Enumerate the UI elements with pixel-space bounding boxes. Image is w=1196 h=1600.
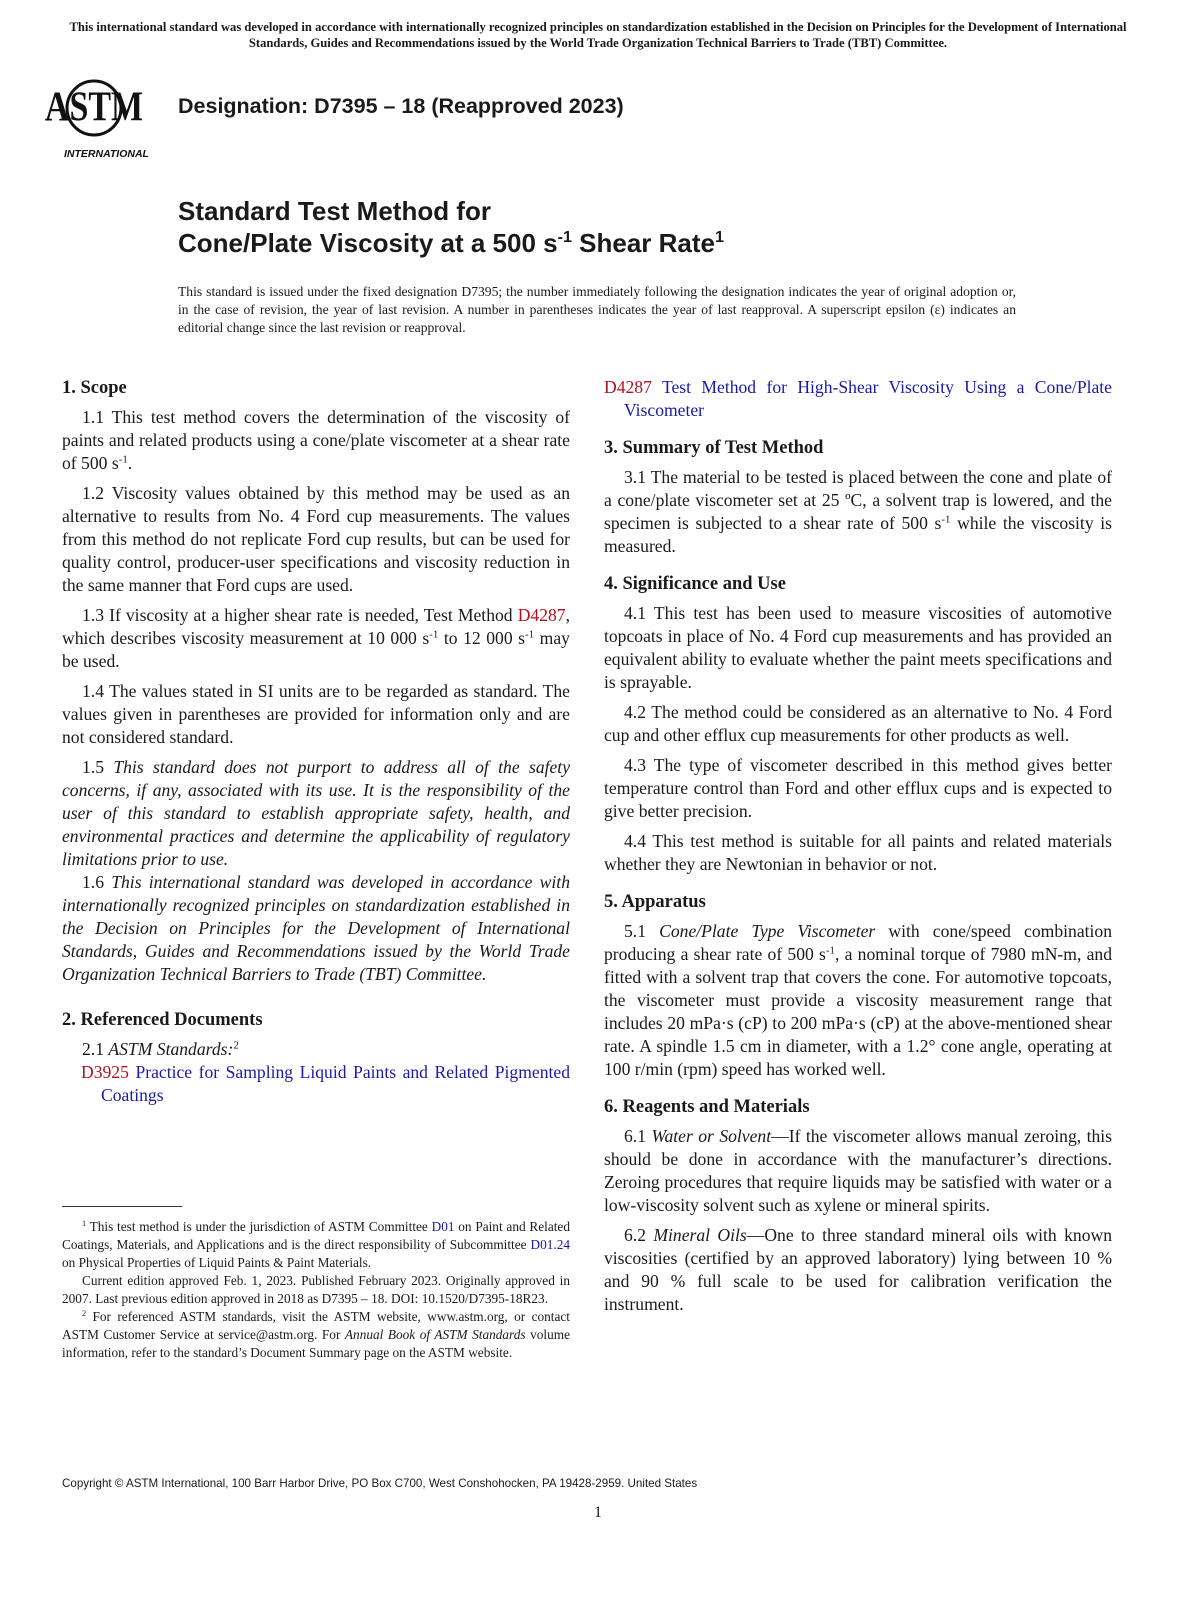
paragraph-6-2: 6.2 Mineral Oils—One to three standard mineral oils with known viscosities (certified by an approved laboratory) lying between 10 % and 90 % full scale to be used for calibration verification the instrument. bbox=[604, 1225, 1112, 1314]
section-reagents bbox=[604, 1095, 1112, 1316]
left-column bbox=[62, 376, 570, 1107]
link-d01[interactable]: D01 bbox=[431, 1219, 455, 1234]
footnote-1-edition: Current edition approved Feb. 1, 2023. Published February 2023. Originally approved in 2007. Last previous edition approved in 2018 as D7395 – 18. DOI: 10.1520/D7395-18R23. bbox=[62, 1273, 570, 1306]
intro-paragraph: This standard is issued under the fixed designation D7395; the number immediately following the designation indicates the year of original adoption or, in the case of revision, the year of last revision. A number in parentheses indicates the year of last reapproval. A superscript epsilon (ε) indicates an editorial change since the last revision or reapproval. bbox=[178, 284, 1016, 335]
paragraph-3-1: 3.1 The material to be tested is placed between the cone and plate of a cone/plate viscometer set at 25 ºC, a solvent trap is lowered, and the specimen is subjected to a shear rate of 500 $s^{-1}$ while the viscosity is measured. bbox=[604, 467, 1113, 556]
ref-link-d4287[interactable]: D4287 bbox=[517, 605, 566, 625]
title-footnote-marker: 1 bbox=[715, 228, 724, 247]
paragraph-4-4: 4.4 This test method is suitable for all paints and related materials whether they are Newtonian in behavior or not. bbox=[604, 831, 1112, 874]
paragraph-1-1: 1.1 This test method covers the determination of the viscosity of paints and related products using a cone/plate viscometer at a shear rate of 500 $s^{-1}$. bbox=[62, 407, 570, 473]
section-heading-referenced-documents: 2. Referenced Documents bbox=[62, 1010, 263, 1030]
paragraph-1-5: 1.5 This standard does not purport to address all of the safety concerns, if any, associated with its use. It is the responsibility of the user of this standard to establish appropriate safety, health, and environmental practices and determine the applicability of regulatory limitations prior to use. bbox=[62, 757, 571, 869]
section-heading-apparatus: 5. Apparatus bbox=[604, 892, 706, 912]
astm-logo bbox=[44, 68, 168, 164]
footnote-divider bbox=[62, 1206, 182, 1207]
paragraph-6-1: 6.1 Water or Solvent—If the viscometer allows manual zeroing, this should be done in accordance with the manufacturer’s directions. Zeroing procedures that require liquids may be satisfied with water or a low-viscosity solvent such as xylene or mineral spirits. bbox=[604, 1126, 1113, 1215]
footnote-2: $^2$ For referenced ASTM standards, visit the ASTM website, www.astm.org, or contact ASTM Customer Service at service@astm.org. For Annual Book of ASTM Standards volume information, refer to the standard’s Document Summary page on the ASTM website. bbox=[62, 1308, 570, 1360]
designation: Designation: D7395 – 18 (Reapproved 2023) bbox=[178, 94, 624, 118]
page-number: 1 bbox=[594, 1504, 602, 1521]
section-heading-reagents: 6. Reagents and Materials bbox=[604, 1097, 810, 1117]
title-text-end: Shear Rate bbox=[571, 228, 716, 258]
title-line-2 bbox=[178, 227, 724, 259]
section-heading-summary: 3. Summary of Test Method bbox=[604, 438, 824, 458]
title-line-1: Standard Test Method for bbox=[178, 196, 491, 226]
top-notice: This international standard was developed in accordance with internationally recognized principles on standardization established in the Decision on Principles for the Development of International Standards, Guides and Recommendations issued by the World Trade Organization Technical Barriers to Trade (TBT) Committee. bbox=[69, 20, 1127, 50]
reference-d4287[interactable]: D4287 Test Method for High-Shear Viscosity Using a Cone/Plate Viscometer bbox=[604, 377, 1112, 420]
section-significance bbox=[604, 572, 1112, 876]
title-superscript: -1 bbox=[557, 228, 572, 247]
astm-logo-icon bbox=[44, 68, 168, 164]
footnotes bbox=[62, 1218, 570, 1362]
section-summary bbox=[604, 436, 1112, 558]
document-title bbox=[178, 195, 724, 259]
paragraph-1-3: 1.3 If viscosity at a higher shear rate is needed, Test Method D4287, which describes viscosity measurement at 10 000 $s^{-1}$ to 12 000 $s^{-1}$ may be used. bbox=[62, 605, 570, 671]
reference-d3925[interactable]: D3925 Practice for Sampling Liquid Paints and Related Pigmented Coatings bbox=[81, 1062, 570, 1105]
paragraph-4-2: 4.2 The method could be considered as an alternative to No. 4 Ford cup and other efflux cup measurements for other products as well. bbox=[604, 702, 1112, 745]
section-heading-scope: 1. Scope bbox=[62, 378, 127, 398]
paragraph-1-6: 1.6 This international standard was developed in accordance with internationally recognized principles on standardization established in the Decision on Principles for the Development of International Standards, Guides and Recommendations issued by the World Trade Organization Technical Barriers to Trade (TBT) Committee. bbox=[62, 872, 570, 984]
paragraph-1-2: 1.2 Viscosity values obtained by this method may be used as an alternative to results from No. 4 Ford cup measurements. The values from this method do not replicate Ford cup results, but can be used for quality control, producer-user specifications and viscosity reduction in the same manner that Ford cups are used. bbox=[62, 483, 570, 595]
astm-standards-subheading: 2.1 ASTM Standards:$^2$ bbox=[82, 1039, 239, 1059]
paragraph-4-1: 4.1 This test has been used to measure viscosities of automotive topcoats in place of No. 4 Ford cup measurements and has provided an equivalent ability to evaluate whether the paint meets specifications and is sprayable. bbox=[604, 603, 1112, 692]
footnote-1: $^1$ This test method is under the jurisdiction of ASTM Committee D01 on Paint and Related Coatings, Materials, and Applications and is the direct responsibility of Subcommittee D01.24 on Physical Properties of Liquid Paints & Paint Materials. bbox=[62, 1218, 570, 1270]
section-heading-significance: 4. Significance and Use bbox=[604, 574, 786, 594]
section-referenced-documents bbox=[62, 1008, 570, 1107]
paragraph-1-4: 1.4 The values stated in SI units are to be regarded as standard. The values given in parentheses are provided for information only and are not considered standard. bbox=[62, 681, 570, 747]
link-d01-24[interactable]: D01.24 bbox=[530, 1237, 570, 1252]
copyright-line: Copyright © ASTM International, 100 Barr Harbor Drive, PO Box C700, West Conshohocken, PA 19428-2959. United States bbox=[62, 1477, 698, 1490]
paragraph-5-1: 5.1 Cone/Plate Type Viscometer with cone/speed combination producing a shear rate of 500 $s^{-1}$, a nominal torque of 7980 mN-m, and fitted with a solvent trap that covers the cone. For automotive topcoats, the viscometer must provide a viscosity measurement range that includes 20 mPa·s (cP) to 200 mPa·s (cP) at the above-mentioned shear rate. A spindle 1.5 cm in diameter, with a 1.2° cone angle, operating at 100 r/min (rpm) speed has worked well. bbox=[604, 921, 1113, 1079]
right-column bbox=[604, 376, 1112, 1316]
logo-wordmark: ASTM bbox=[44, 84, 144, 131]
logo-subtext: INTERNATIONAL bbox=[64, 148, 149, 160]
title-text: Cone/Plate Viscosity at a 500 s bbox=[178, 228, 558, 258]
section-apparatus bbox=[604, 890, 1112, 1081]
paragraph-4-3: 4.3 The type of viscometer described in this method gives better temperature control than Ford and other efflux cups and is expected to give better precision. bbox=[604, 755, 1112, 821]
